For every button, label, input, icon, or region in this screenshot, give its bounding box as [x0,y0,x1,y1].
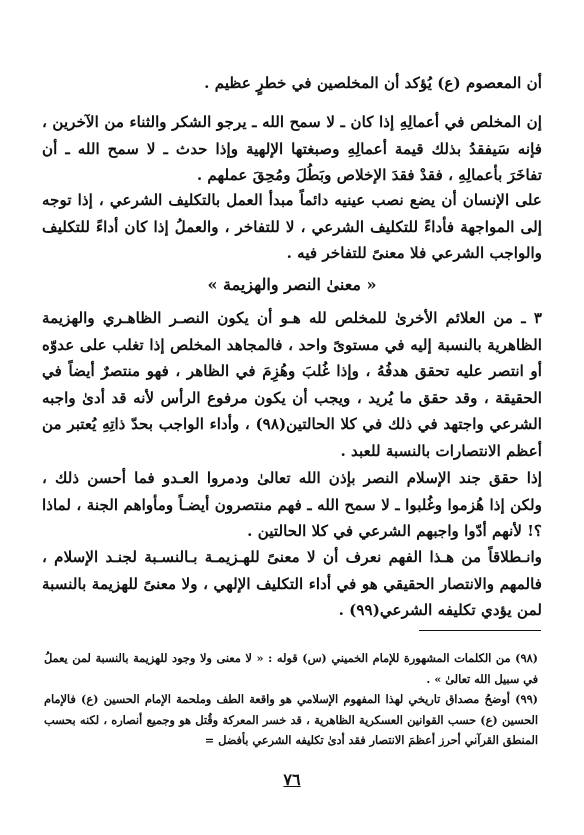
footnote-divider [419,630,541,631]
paragraph-5: إذا حقق جند الإسلام النصر بإذن الله تعالىٰ ودمروا العـدو فما أحسن ذلك ، ولكن إذا هُزموا وغُلبوا ـ لا سمح الله ـ فهم منتصرون أيضـاً ومأواهم الجنة ، لماذا ؟! لأنهم أدّوا واجبهم الشرعي في كلا الحالتين . [42,469,542,540]
page-number: ٧٦ [283,770,301,789]
footnote-99: (٩٩) أوضحُ مصداق تاريخي لهذا المفهوم الإسلامي هو واقعة الطف وملحمة الإمام الحسين (ع) فالإمام الحسين (ع) حسب القوانين العسكرية الظاهرية ، قد خسر المعركة وقُتل هو وجميع أنصاره ، لكنه بحسب المنطق القرآني أحرز أعظمَ الانتصار فقد أدىٰ تكليفه الشرعي بأفضل = [44,692,538,747]
paragraph-1: أن المعصوم (ع) يُؤكد أن المخلصين في خطرٍ عظيم . [204,74,542,92]
paragraph-2: إن المخلص في أعمالِهِ إذا كان ـ لا سمح الله ـ يرجو الشكر والثناء من الآخرين ، فإنه سَيفقدُ بذلك قيمة أعمالِهِ وصبغتها الإلهية وإذا حدث ـ لا سمح الله ـ أن تفاخَرَ بأعمالِهِ ، فقدْ فقدَ الإخلاص وبَطُلَ ومُحِقَ عملهم . [42,113,542,184]
footnote-98: (٩٨) من الكلمات المشهورة للإمام الخميني (س) قوله : « لا معنى ولا وجود للهزيمة بالنسبة لمن يعملُ في سبيل الله تعالىٰ » . [44,651,538,686]
paragraph-4: ٣ ـ من العلائم الأخرىٰ للمخلص لله هـو أن يكون النصـر الظاهـري والهزيمة الظاهرية بالنسبة إليه في مستوىً واحد ، فالمجاهد المخلص إذا تغلب على عدوّه أو انتصر عليه تحقق هدفُهُ ، وإذا غُلبَ وهُزِمَ في الظاهر ، فهو منتصرٌ أيضاً في الحقيقة ، وقد حقق ما يُريد ، ويجب أن يكون مرفوع الرأس لأنه قد أدىٰ واجبه الشرعي واجتهد في ذلك في كلا الحالتين(٩٨) ، وأداء الواجب بحدّ ذاتِهِ يُعتبر من أعظم الانتصارات بالنسبة للعبد . [42,309,542,460]
paragraph-3: على الإنسان أن يضع نصب عينيه دائماً مبدأ العمل بالتكليف الشرعي ، إذا توجه إلى المواجهة فأداءً للتكليف الشرعي ، لا للتفاخر ، والعملُ إذا كان أداءً للتكليف والواجب الشرعي فلا معنىً للتفاخر فيه . [42,191,542,262]
section-heading: « معنىٰ النصر والهزيمة » [207,275,377,294]
paragraph-6: وانـطلاقاً من هـذا الفهم نعرف أن لا معنىً للهـزيمـة بـالنسـبة لجنـد الإسلام ، فالمهم والانتصار الحقيقي هو في أداء التكليف الإلهي ، ولا معنىً للهزيمة بالنسبة لمن يؤدي تكليفه الشرعي(٩٩) . [42,548,542,619]
footnotes [44,648,538,751]
